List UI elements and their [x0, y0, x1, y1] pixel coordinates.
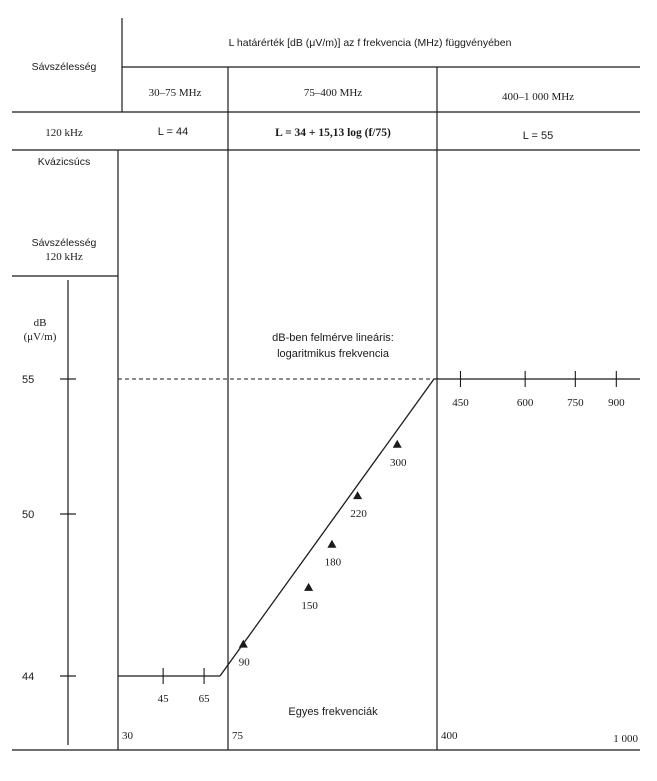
band-header-2: 75–400 MHz: [303, 87, 363, 99]
measurement-point-220: [353, 491, 362, 499]
band-header-3: 400–1 000 MHz: [501, 91, 575, 103]
band3-tick-label-600: 600: [516, 397, 534, 409]
scale-annotation-line2: logaritmikus frekvencia: [277, 348, 389, 360]
band-edge-label-1000: 1 000: [613, 733, 638, 745]
measurement-point-150: [304, 583, 313, 591]
y-axis: [22, 280, 76, 745]
measurement-point-180: [327, 540, 336, 548]
x-axis-label: Egyes frekvenciák: [288, 706, 378, 718]
measurement-label-150: 150: [301, 599, 318, 612]
formula-band-3: L = 55: [522, 130, 554, 142]
detector-bandwidth-line2: 120 kHz: [45, 251, 83, 263]
detector-label: Kvázicsúcs: [37, 156, 91, 168]
band3-tick-label-900: 900: [608, 397, 625, 409]
band3-tick-label-450: 450: [452, 397, 469, 409]
band-edge-label-30: 30: [122, 730, 133, 742]
band3-tick-label-750: 750: [567, 397, 584, 409]
measurement-label-220: 220: [350, 508, 367, 521]
header-title: L határérték [dB (μV/m)] az f frekvencia (MHz) függvényében: [228, 37, 512, 49]
measurement-point-300: [393, 440, 402, 448]
band1-tick-label-65: 65: [198, 693, 210, 705]
band1-tick-label-45: 45: [157, 693, 169, 705]
y-tick-label-50: 50: [22, 509, 35, 521]
bandwidth-header-label: Sávszélesség: [31, 61, 97, 73]
measurement-label-300: 300: [389, 456, 407, 469]
limit-line-segment-2: [220, 379, 434, 676]
y-tick-label-55: 55: [22, 374, 35, 386]
band-header-1: 30–75 MHz: [148, 87, 202, 99]
formula-band-2: L = 34 + 15,13 log (f/75): [275, 127, 391, 139]
formula-band-1: L = 44: [157, 126, 189, 138]
detector-bandwidth-line1: Sávszélesség: [31, 237, 97, 249]
band-edge-label-400: 400: [441, 730, 458, 742]
row-bandwidth-label: 120 kHz: [45, 127, 83, 139]
y-axis-label-line1: dB: [33, 317, 47, 329]
measurement-label-180: 180: [324, 556, 342, 569]
scale-annotation-line1: dB-ben felmérve lineáris:: [272, 332, 394, 344]
measurement-point-90: [239, 640, 248, 648]
band-edge-label-75: 75: [232, 730, 243, 742]
measurement-label-90: 90: [238, 656, 250, 669]
y-tick-label-44: 44: [22, 671, 35, 683]
y-axis-label-line2: (μV/m): [23, 331, 57, 343]
